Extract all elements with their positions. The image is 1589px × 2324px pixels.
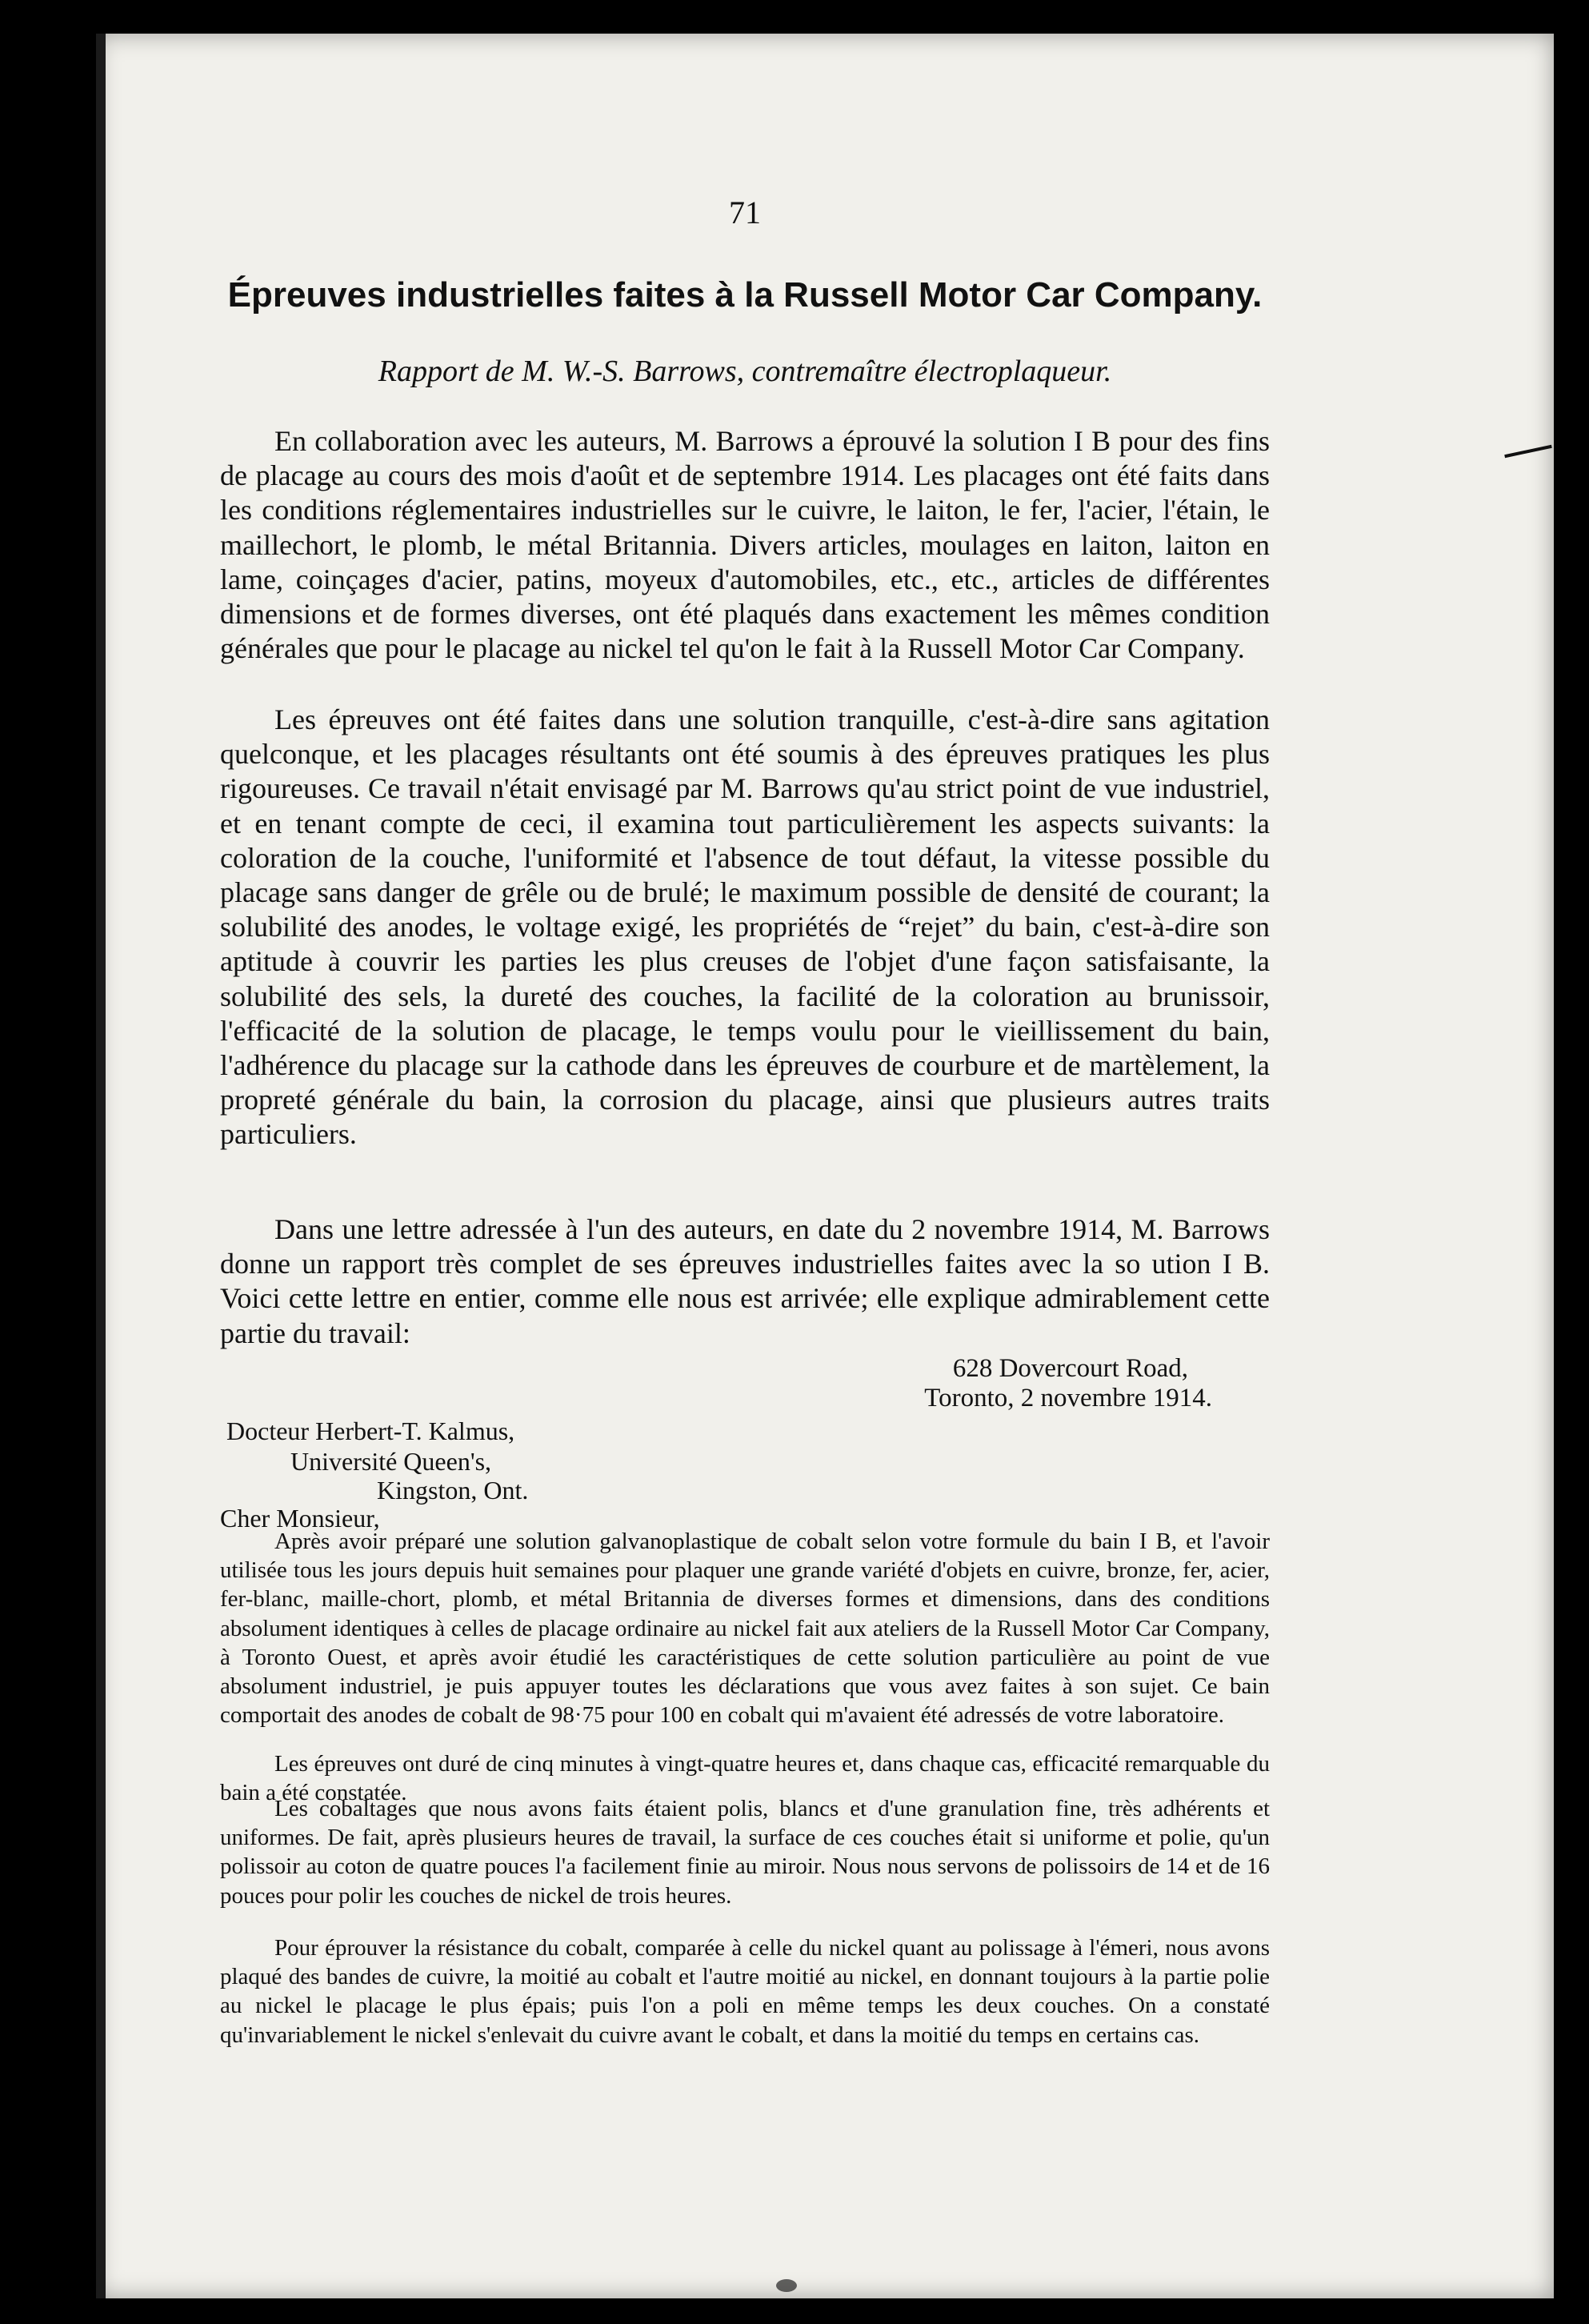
letter-paragraph-4: Pour éprouver la résistance du cobalt, comparée à celle du nickel quant au polissage à l'émeri, nous avons plaqué des bandes de cuivre, la moitié au cobalt et l'autre moitié au nickel, en donnant toujours à la partie polie au nickel le placage le plus épais; puis l'on a poli en même temps les deux couches. On a constaté qu'invariablement le nickel s'enlevait du cuivre avant le cobalt, et dans la moitié du temps en certains cas.	[220, 1935, 1270, 2048]
letter-paragraph-1: Après avoir préparé une solution galvanoplastique de cobalt selon votre formule du bain I B, et l'avoir utilisée tous les jours depuis huit semaines pour plaquer une grande variété d'objets en cuivre, bronze, fer, acier, fer-blanc, maille-chort, plomb, et métal Britannia de diverses formes et dimensions, dans des conditions absolument identiques à celles de placage ordinaire au nickel fait aux ateliers de la Russell Motor Car Company, à Toronto Ouest, et après avoir étudié les caractéristiques de cette solution particulière au point de vue absolument industriel, je puis appuyer toutes les déclarations que vous avez faites à son sujet. Ce bain comportait des anodes de cobalt de 98·75 pour 100 en cobalt qui m'avaient été adressés de votre laboratoire.	[220, 1529, 1270, 1729]
letter-address-city-date: Toronto, 2 novembre 1914.	[924, 1384, 1212, 1412]
letter-paragraph-2: Les épreuves ont duré de cinq minutes à vingt-quatre heures et, dans chaque cas, efficacité remarquable du bain a été constatée.	[220, 1751, 1270, 1806]
ink-smudge	[776, 2279, 797, 2292]
body-paragraph-1: En collaboration avec les auteurs, M. Barrows a éprouvé la solution I B pour des fins de placage au cours des mois d'août et de septembre 1914. Les placages ont été faits dans les conditions réglementaires industrielles sur le cuivre, le laiton, le fer, l'acier, l'étain, le maillechort, le plomb, le métal Britannia. Divers articles, moulages en laiton, laiton en lame, coinçages d'acier, patins, moyeux d'automobiles, etc., etc., articles de différentes dimensions et de formes diverses, ont été plaqués dans exactement les mêmes condition générales que pour le placage au nickel tel qu'on le fait à la Russell Motor Car Company.	[220, 425, 1270, 665]
book-spine-shadow	[96, 34, 106, 2298]
page-number: 71	[729, 194, 761, 230]
margin-mark	[1504, 445, 1552, 458]
letter-paragraph-3: Les cobaltages que nous avons faits étaient polis, blancs et d'une granulation fine, très adhérents et uniformes. De fait, après plusieurs heures de travail, la surface de ces couches était si uniforme et polie, qu'un polissoir au coton de quatre pouces l'a facilement finie au miroir. Nous nous servons de polissoirs de 14 et de 16 pouces pour polir les couches de nickel de trois heures.	[220, 1796, 1270, 1909]
scanned-page	[96, 34, 1554, 2298]
letter-recipient-city: Kingston, Ont.	[377, 1476, 529, 1505]
body-paragraph-3: Dans une lettre adressée à l'un des auteurs, en date du 2 novembre 1914, M. Barrows donne un rapport très complet de ses épreuves industrielles faites avec la so ution I B. Voici cette lettre en entier, comme elle nous est arrivée; elle explique admirablement cette partie du travail:	[220, 1213, 1270, 1349]
section-subtitle: Rapport de M. W.-S. Barrows, contremaître électroplaqueur.	[378, 355, 1112, 388]
body-paragraph-2: Les épreuves ont été faites dans une solution tranquille, c'est-à-dire sans agitation quelconque, et les placages résultants ont été soumis à des épreuves pratiques les plus rigoureuses. Ce travail n'était envisagé par M. Barrows qu'au strict point de vue industriel, et en tenant compte de ceci, il examina tout particulièrement les aspects suivants: la coloration de la couche, l'uniformité et l'absence de tout défaut, la vitesse possible du placage sans danger de grêle ou de brulé; le maximum possible de densité de courant; la solubilité des anodes, le voltage exigé, les propriétés de “rejet” du bain, c'est-à-dire son aptitude à couvrir les parties les plus creuses de l'objet d'une façon satisfaisante, la solubilité des sels, la dureté des couches, la facilité de la coloration au brunissoir, l'efficacité de la solution de placage, le temps voulu pour le vieillissement du bain, l'adhérence du placage sur la cathode dans les épreuves de courbure et de martèlement, la propreté générale du bain, la corrosion du placage, ainsi que plusieurs autres traits particuliers.	[220, 703, 1270, 1151]
letter-recipient-name: Docteur Herbert-T. Kalmus,	[226, 1416, 515, 1445]
section-title: Épreuves industrielles faites à la Russell Motor Car Company.	[227, 275, 1263, 315]
letter-recipient-institution: Université Queen's,	[290, 1447, 492, 1476]
letter-address-street: 628 Dovercourt Road,	[952, 1354, 1188, 1383]
letter-salutation: Cher Monsieur,	[220, 1504, 380, 1533]
